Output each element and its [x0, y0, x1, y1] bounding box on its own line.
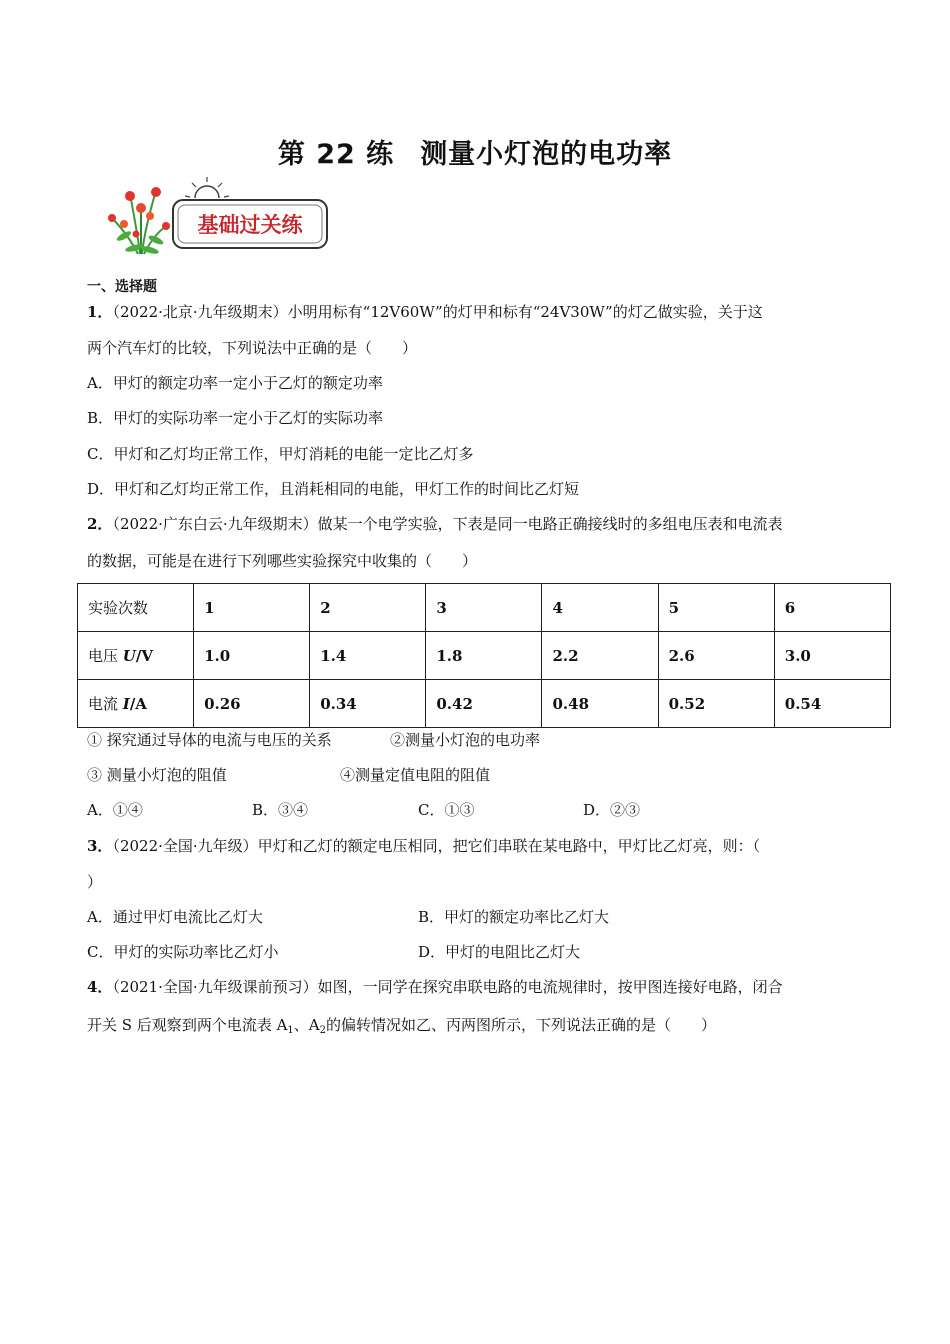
table-cell: 0.48 — [542, 680, 658, 728]
table-cell: 2.6 — [658, 632, 774, 680]
q4-subscript-1: 1 — [287, 1025, 294, 1036]
q1-option-a: A．甲灯的额定功率一定小于乙灯的额定功率 — [87, 374, 383, 392]
table-cell: 3 — [426, 584, 542, 632]
table-cell: 4 — [542, 584, 658, 632]
q4-text-b: 、A — [293, 1016, 320, 1034]
q1-option-b: B．甲灯的实际功率一定小于乙灯的实际功率 — [87, 409, 384, 427]
section-heading: 一、选择题 — [87, 279, 157, 295]
current-unit: /A — [129, 695, 147, 713]
q1-option-c: C．甲灯和乙灯均正常工作，甲灯消耗的电能一定比乙灯多 — [87, 445, 474, 463]
title-text: 测量小灯泡的电功率 — [420, 139, 673, 170]
q2-line1 — [87, 514, 783, 534]
q2-option-a: A．①④ — [87, 801, 143, 819]
sun-icon — [185, 177, 229, 198]
table-row — [78, 632, 891, 680]
q2-item-4: ④测量定值电阻的阻值 — [340, 766, 491, 784]
table-cell: 0.34 — [310, 680, 426, 728]
q3-option-b: B．甲灯的额定功率比乙灯大 — [418, 908, 610, 926]
q4-text-c: 的偏转情况如乙、丙两图所示，下列说法正确的是（ ） — [326, 1016, 717, 1034]
table-row — [78, 584, 891, 632]
table-cell: 1 — [194, 584, 310, 632]
q3-stem: （2022·全国·九年级）甲灯和乙灯的额定电压相同，把它们串联在某电路中，甲灯比乙灯亮，则：（ — [112, 837, 761, 855]
q4-text-a: 开关 S 后观察到两个电流表 A — [87, 1016, 288, 1034]
q4-stem: （2021·全国·九年级课前预习）如图，一同学在探究串联电路的电流规律时，按甲图连接好电路，闭合 — [112, 978, 783, 996]
q1-option-d: D．甲灯和乙灯均正常工作，且消耗相同的电能，甲灯工作的时间比乙灯短 — [87, 480, 580, 498]
table-cell: 0.52 — [658, 680, 774, 728]
table-cell: 2.2 — [542, 632, 658, 680]
q2-option-c: C．①③ — [418, 801, 475, 819]
table-header-cell: 实验次数 — [78, 584, 194, 632]
table-cell: 5 — [658, 584, 774, 632]
q4-number: 4． — [87, 978, 113, 996]
q2-option-d: D．②③ — [583, 801, 641, 819]
q1-line1 — [87, 302, 763, 322]
q4-subscript-2: 2 — [319, 1025, 327, 1036]
q3-option-a: A．通过甲灯电流比乙灯大 — [87, 908, 263, 926]
table-row — [78, 680, 891, 728]
q2-stem: （2022·广东白云·九年级期末）做某一个电学实验，下表是同一电路正确接线时的多组电压表和电流表 — [112, 515, 783, 533]
q3-line2: ） — [87, 873, 103, 891]
q1-number: 1． — [87, 303, 113, 321]
voltage-unit: /V — [135, 647, 153, 665]
table-cell: 1.0 — [194, 632, 310, 680]
voltage-label: 电压 — [88, 647, 123, 665]
q2-item-3: ③ 测量小灯泡的阻值 — [87, 766, 227, 784]
current-label: 电流 — [88, 695, 123, 713]
table-cell: 0.26 — [194, 680, 310, 728]
flower-plant-icon — [108, 187, 170, 255]
table-header-cell — [78, 680, 194, 728]
q3-line1 — [87, 836, 760, 856]
q2-option-b: B．③④ — [252, 801, 309, 819]
table-cell: 6 — [774, 584, 890, 632]
q4-line2 — [87, 1015, 716, 1041]
q1-line2: 两个汽车灯的比较，下列说法中正确的是（ ） — [87, 339, 418, 357]
q2-number: 2． — [87, 515, 113, 533]
table-header-cell — [78, 632, 194, 680]
banner-label: 基础过关练 — [197, 212, 303, 237]
q3-number: 3． — [87, 837, 113, 855]
data-table — [77, 583, 891, 728]
table-cell: 0.42 — [426, 680, 542, 728]
current-symbol: I — [122, 695, 130, 713]
table-cell: 1.4 — [310, 632, 426, 680]
table-cell: 1.8 — [426, 632, 542, 680]
q3-option-d: D．甲灯的电阻比乙灯大 — [418, 943, 581, 961]
q1-stem: （2022·北京·九年级期末）小明用标有“12V60W”的灯甲和标有“24V30W”的灯乙做实验，关于这 — [112, 303, 763, 321]
page-title — [0, 132, 950, 171]
table-cell: 3.0 — [774, 632, 890, 680]
q2-line2: 的数据，可能是在进行下列哪些实验探究中收集的（ ） — [87, 552, 478, 570]
q2-item-2: ②测量小灯泡的电功率 — [390, 731, 541, 749]
q2-item-1: ① 探究通过导体的电流与电压的关系 — [87, 731, 332, 749]
title-number: 第 22 练 — [277, 139, 395, 170]
q3-option-c: C．甲灯的实际功率比乙灯小 — [87, 943, 279, 961]
voltage-symbol: U — [122, 647, 136, 665]
q4-line1 — [87, 977, 783, 997]
table-cell: 2 — [310, 584, 426, 632]
banner-graphic — [100, 176, 340, 256]
table-cell: 0.54 — [774, 680, 890, 728]
